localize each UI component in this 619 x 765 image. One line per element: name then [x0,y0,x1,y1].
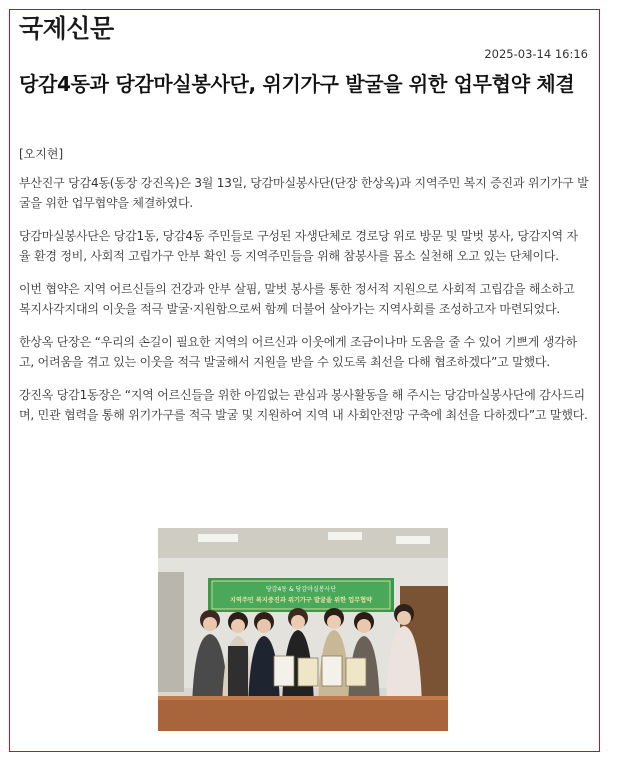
article-headline: 당감4동과 당감마실봉사단, 위기가구 발굴을 위한 업무협약 체결 [19,72,575,96]
agreement-document-1 [274,656,294,686]
ceiling-light-right [396,536,430,544]
group-photo-illustration [158,528,448,731]
article-body [19,174,589,439]
left-door [158,572,184,692]
agreement-document-3 [322,656,342,686]
agreement-document-2 [298,658,318,686]
body-paragraph-5: 강진옥 당감1동장은 “지역 어르신들을 위한 아낌없는 관심과 봉사활동을 해 주시는 당감마실봉사단에 감사드리며, 민관 협력을 통해 위기가구를 적극 발굴 및 지원하여 지역 내 사회안전망 구축에 최선을 다하겠다”고 말했다. [19,388,588,422]
table-edge [158,696,448,700]
ceiling-light-left [198,534,238,542]
reporter-name: [오지현] [19,147,64,161]
newspaper-masthead: 국제신문 [19,14,114,43]
article-photo [158,528,448,731]
body-paragraph-3: 이번 협약은 지역 어르신들의 건강과 안부 살핌, 말벗 봉사를 통한 정서적 지원으로 사회적 고립감을 해소하고 복지사각지대의 이웃을 적극 발굴·지원함으로써 함께 더불어 살아가는 지역사회를 조성하고자 마련되었다. [19,282,575,316]
body-paragraph-4: 한상옥 단장은 “우리의 손길이 필요한 지역의 어르신과 이웃에게 조금이나마 도움을 줄 수 있어 기쁘게 생각하고, 어려움을 겪고 있는 이웃을 적극 발굴해서 지원을 받을 수 있도록 최선을 다해 협조하겠다”고 말했다. [19,335,577,369]
publish-date: 2025-03-14 16:16 [484,47,588,61]
banner-line-2: 지역주민 복지증진과 위기가구 발굴을 위한 업무협약 [229,597,373,604]
body-paragraph-1: 부산진구 당감4동(동장 강진옥)은 3월 13일, 당감마실봉사단(단장 한상옥)과 지역주민 복지 증진과 위기가구 발굴을 위한 업무협약을 체결하였다. [19,176,589,210]
agreement-document-4 [346,658,366,686]
ceiling-light-center [328,532,362,540]
banner-line-1: 당감4동 & 당감마실봉사단 [265,586,337,593]
wooden-table [158,696,448,731]
body-paragraph-2: 당감마실봉사단은 당감1동, 당감4동 주민들로 구성된 자생단체로 경로당 위로 방문 및 말벗 봉사, 당감지역 자율 환경 정비, 사회적 고립가구 안부 확인 등 지역주민들을 위해 참봉사를 몸소 실천해 오고 있는 단체이다. [19,229,578,263]
